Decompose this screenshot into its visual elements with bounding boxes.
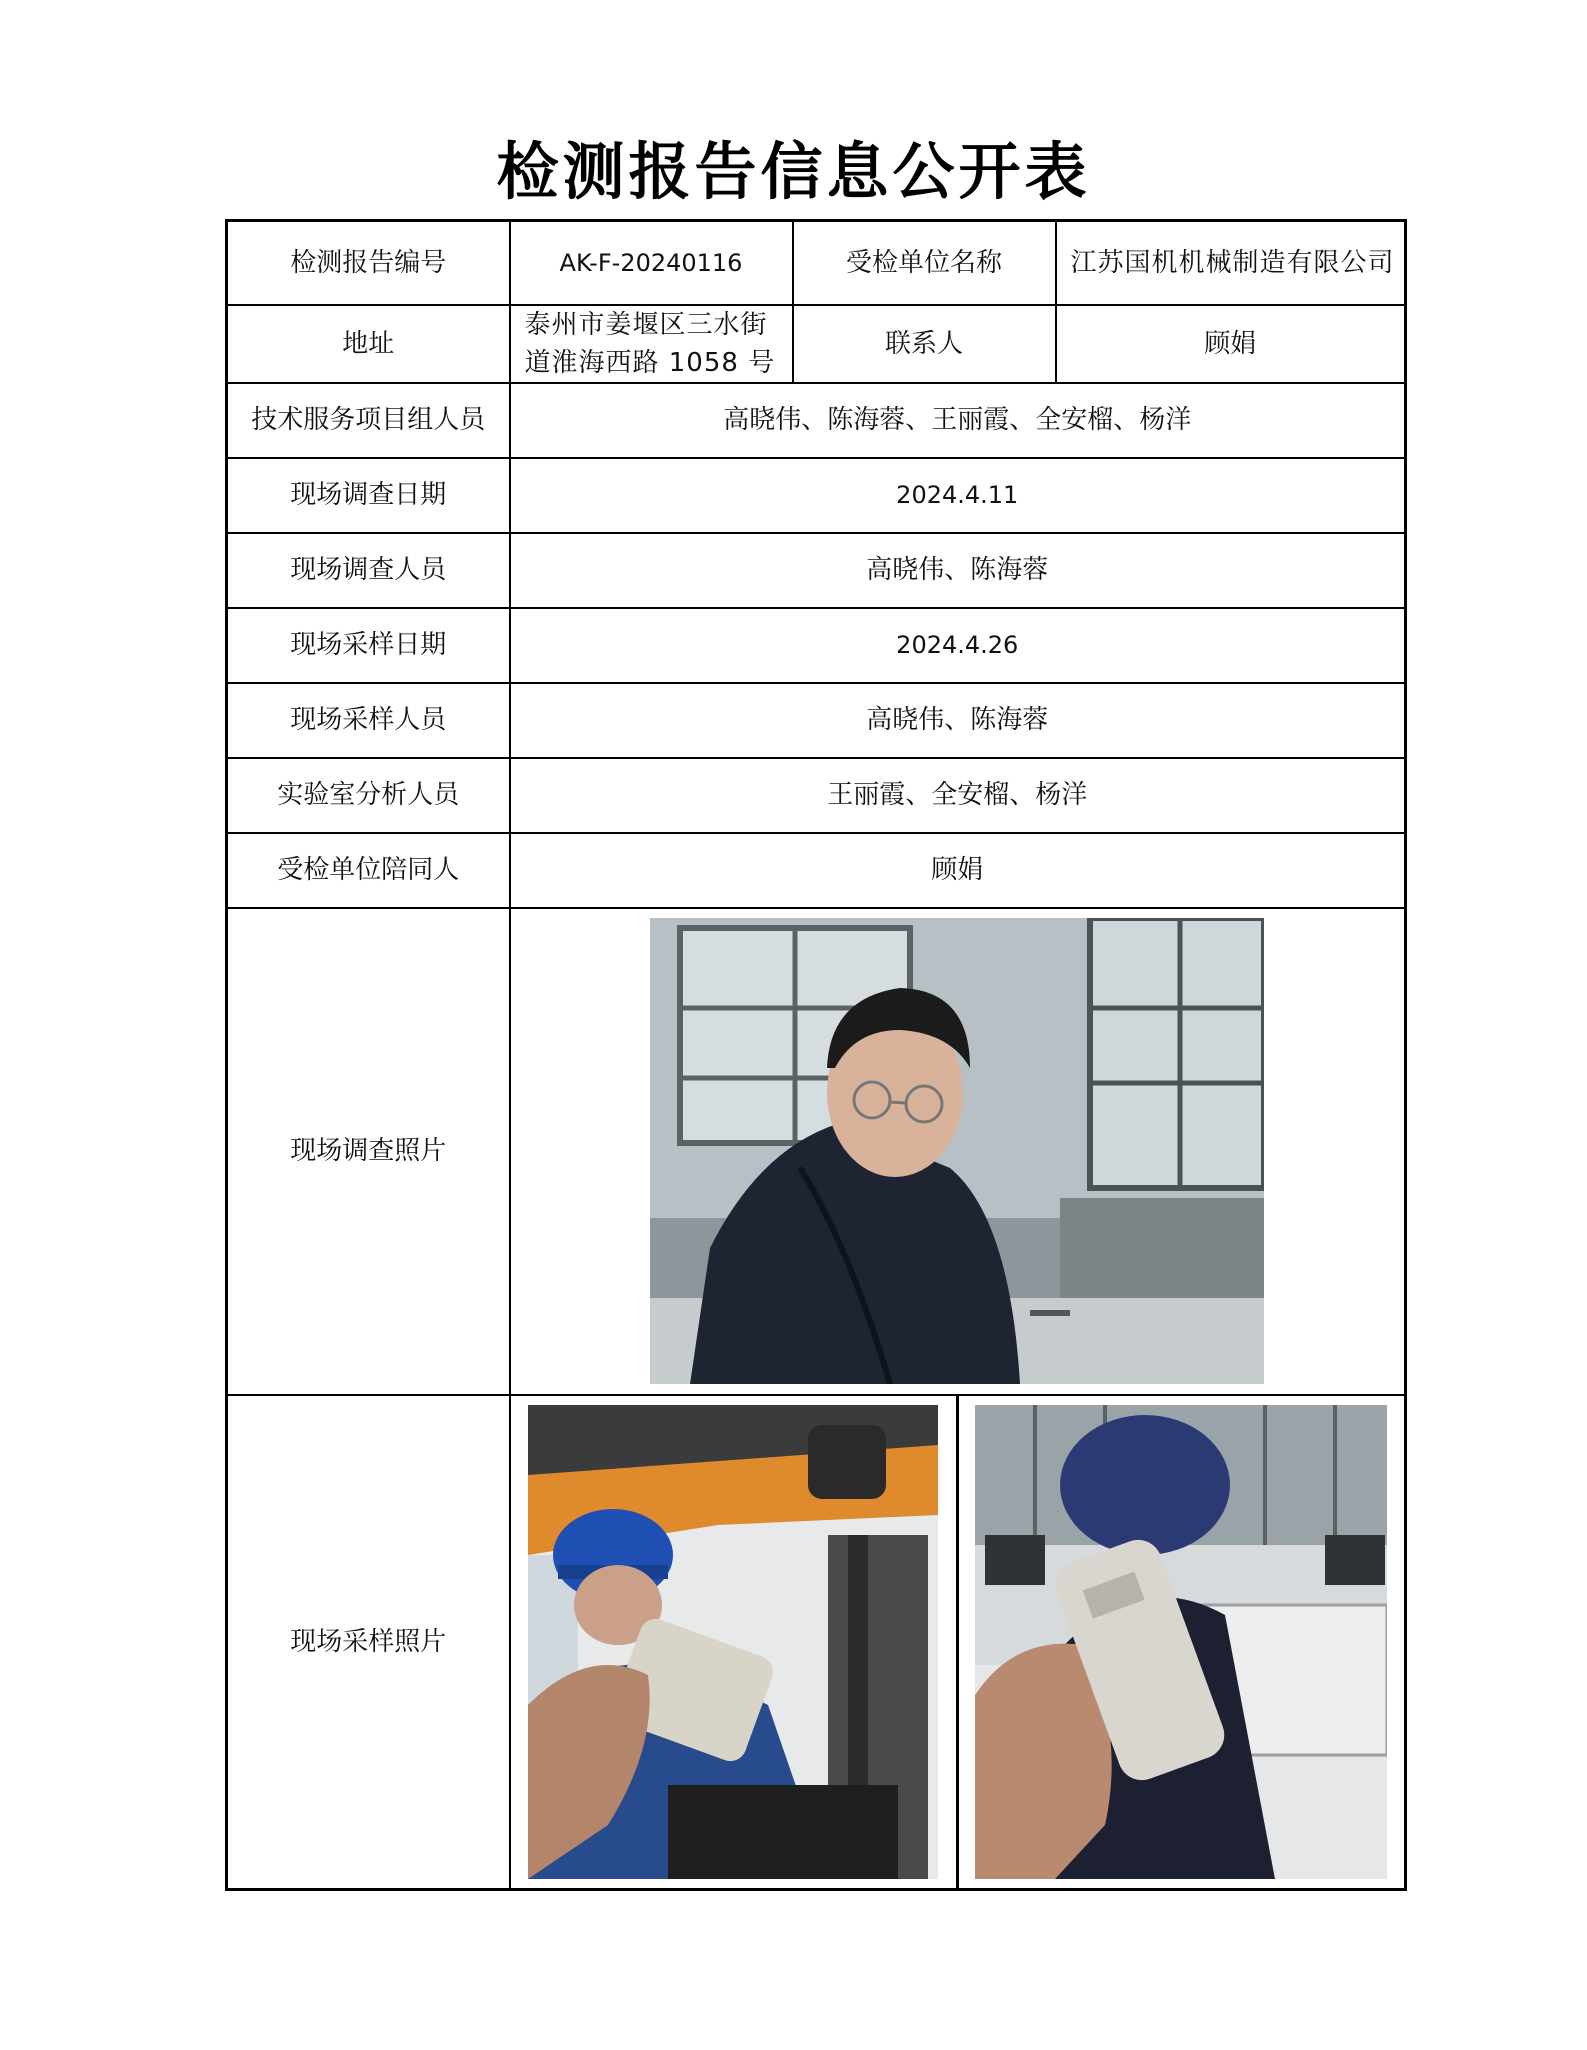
survey-photo-cell: [510, 908, 1406, 1395]
lab-staff-label: 实验室分析人员: [227, 758, 510, 833]
sampling-staff-value: 高晓伟、陈海蓉: [510, 683, 1406, 758]
project-team-value: 高晓伟、陈海蓉、王丽霞、全安榴、杨洋: [510, 383, 1406, 458]
sampling-date-value: 2024.4.26: [510, 608, 1406, 683]
table-row: [227, 608, 1406, 683]
table-row: [227, 1395, 1406, 1890]
table-row: [227, 383, 1406, 458]
table-row: [227, 683, 1406, 758]
survey-date-value: 2024.4.11: [510, 458, 1406, 533]
sampling-photo-label: 现场采样照片: [227, 1395, 510, 1890]
address-label: 地址: [227, 305, 510, 383]
survey-photo-image: [650, 918, 1264, 1384]
sampling-photo-2-cell: [956, 1396, 1404, 1888]
table-row: [227, 305, 1406, 383]
survey-staff-label: 现场调查人员: [227, 533, 510, 608]
report-number-label: 检测报告编号: [227, 221, 510, 305]
escort-value: 顾娟: [510, 833, 1406, 908]
survey-staff-value: 高晓伟、陈海蓉: [510, 533, 1406, 608]
lab-staff-value: 王丽霞、全安榴、杨洋: [510, 758, 1406, 833]
sampling-staff-label: 现场采样人员: [227, 683, 510, 758]
contact-label: 联系人: [793, 305, 1056, 383]
address-value: 泰州市姜堰区三水街道淮海西路 1058 号: [510, 305, 793, 383]
report-info-table: [225, 219, 1407, 1891]
table-row: [227, 221, 1406, 305]
sampling-photo-1-cell: [511, 1396, 956, 1888]
sampling-photo-1: [528, 1405, 938, 1879]
escort-label: 受检单位陪同人: [227, 833, 510, 908]
sampling-date-label: 现场采样日期: [227, 608, 510, 683]
table-row: [227, 533, 1406, 608]
page-title: 检测报告信息公开表: [496, 135, 1091, 208]
table-row: [227, 908, 1406, 1395]
table-row: [227, 458, 1406, 533]
survey-photo-label: 现场调查照片: [227, 908, 510, 1395]
sampling-photo-2: [975, 1405, 1387, 1879]
report-number-value: AK-F-20240116: [510, 221, 793, 305]
sampling-photo-cell: [510, 1395, 1406, 1890]
sampling-photo-group: [511, 1396, 1405, 1888]
survey-photo: [650, 918, 1264, 1384]
table-row: [227, 758, 1406, 833]
project-team-label: 技术服务项目组人员: [227, 383, 510, 458]
inspected-unit-value: 江苏国机机械制造有限公司: [1056, 221, 1406, 305]
contact-value: 顾娟: [1056, 305, 1406, 383]
survey-date-label: 现场调查日期: [227, 458, 510, 533]
inspected-unit-label: 受检单位名称: [793, 221, 1056, 305]
table-row: [227, 833, 1406, 908]
